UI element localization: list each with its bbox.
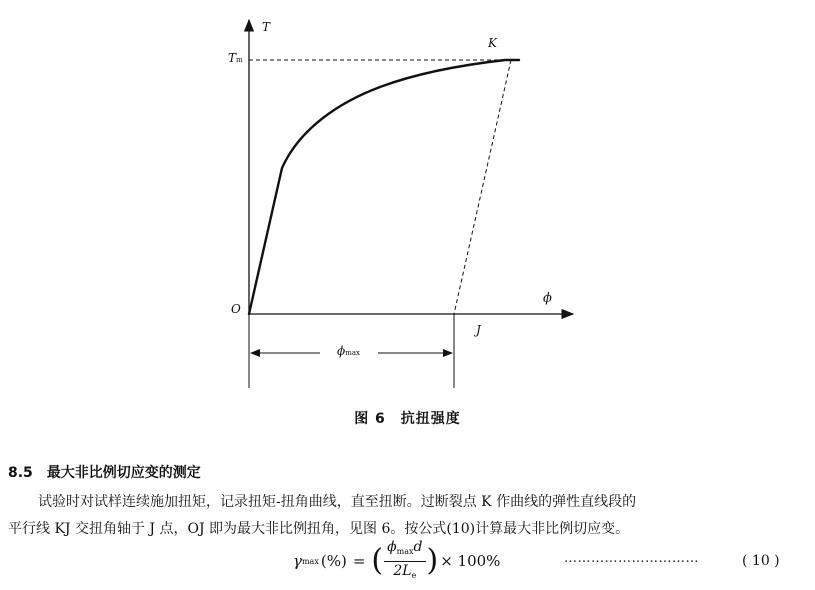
formula-times: × 100% (440, 552, 501, 570)
formula-num-main: ϕ (387, 538, 397, 555)
body-paragraph-line-1: 试验时对试样连续施加扭矩，记录扭矩-扭角曲线，直至扭断。过断裂点 K 作曲线的弹性直线段的 (38, 494, 637, 510)
equation-number: ( 10 ) (742, 553, 780, 569)
x-axis-label: ϕ (543, 291, 552, 306)
formula-lhs-symbol: γ (293, 552, 302, 570)
equation-leader-dots: ………………………… (564, 551, 699, 566)
phi-max-label (337, 344, 360, 358)
body-paragraph-line-2: 平行线 KJ 交扭角轴于 J 点，OJ 即为最大非比例扭角，见图 6。按公式(10)计算最大非比例切应变。 (8, 521, 630, 537)
phi-max-sub: max (345, 349, 360, 357)
formula-right-paren: ) (426, 543, 439, 578)
formula-num-tail: d (413, 538, 423, 555)
section-number: 8.5 (8, 465, 33, 481)
figure-caption: 图 6 抗扭强度 (354, 411, 461, 427)
section-heading (8, 462, 201, 482)
formula-lhs-unit: (%) (320, 552, 347, 570)
formula-num-sub: max (396, 546, 414, 556)
formula-10 (293, 540, 500, 582)
tm-label-main: T (228, 51, 237, 65)
k-point-label: K (488, 36, 497, 50)
formula-den-main: 2L (393, 562, 412, 579)
formula-den-sub: e (411, 570, 417, 580)
formula-denominator (390, 562, 419, 584)
formula-fraction (384, 539, 425, 584)
formula-numerator (384, 539, 425, 562)
formula-lhs-sub: max (301, 556, 319, 566)
y-axis-label: T (262, 20, 271, 34)
formula-left-paren: ( (371, 543, 384, 578)
phi-max-main: ϕ (337, 344, 346, 358)
section-title: 最大非比例切应变的测定 (46, 465, 201, 481)
tm-label (228, 51, 243, 65)
formula-equals: = (352, 552, 366, 570)
tm-label-sub: m (236, 56, 243, 64)
torque-twist-curve (249, 60, 519, 314)
kj-dashed-line (454, 60, 511, 314)
origin-label: O (231, 302, 241, 316)
j-point-label: J (476, 323, 481, 337)
